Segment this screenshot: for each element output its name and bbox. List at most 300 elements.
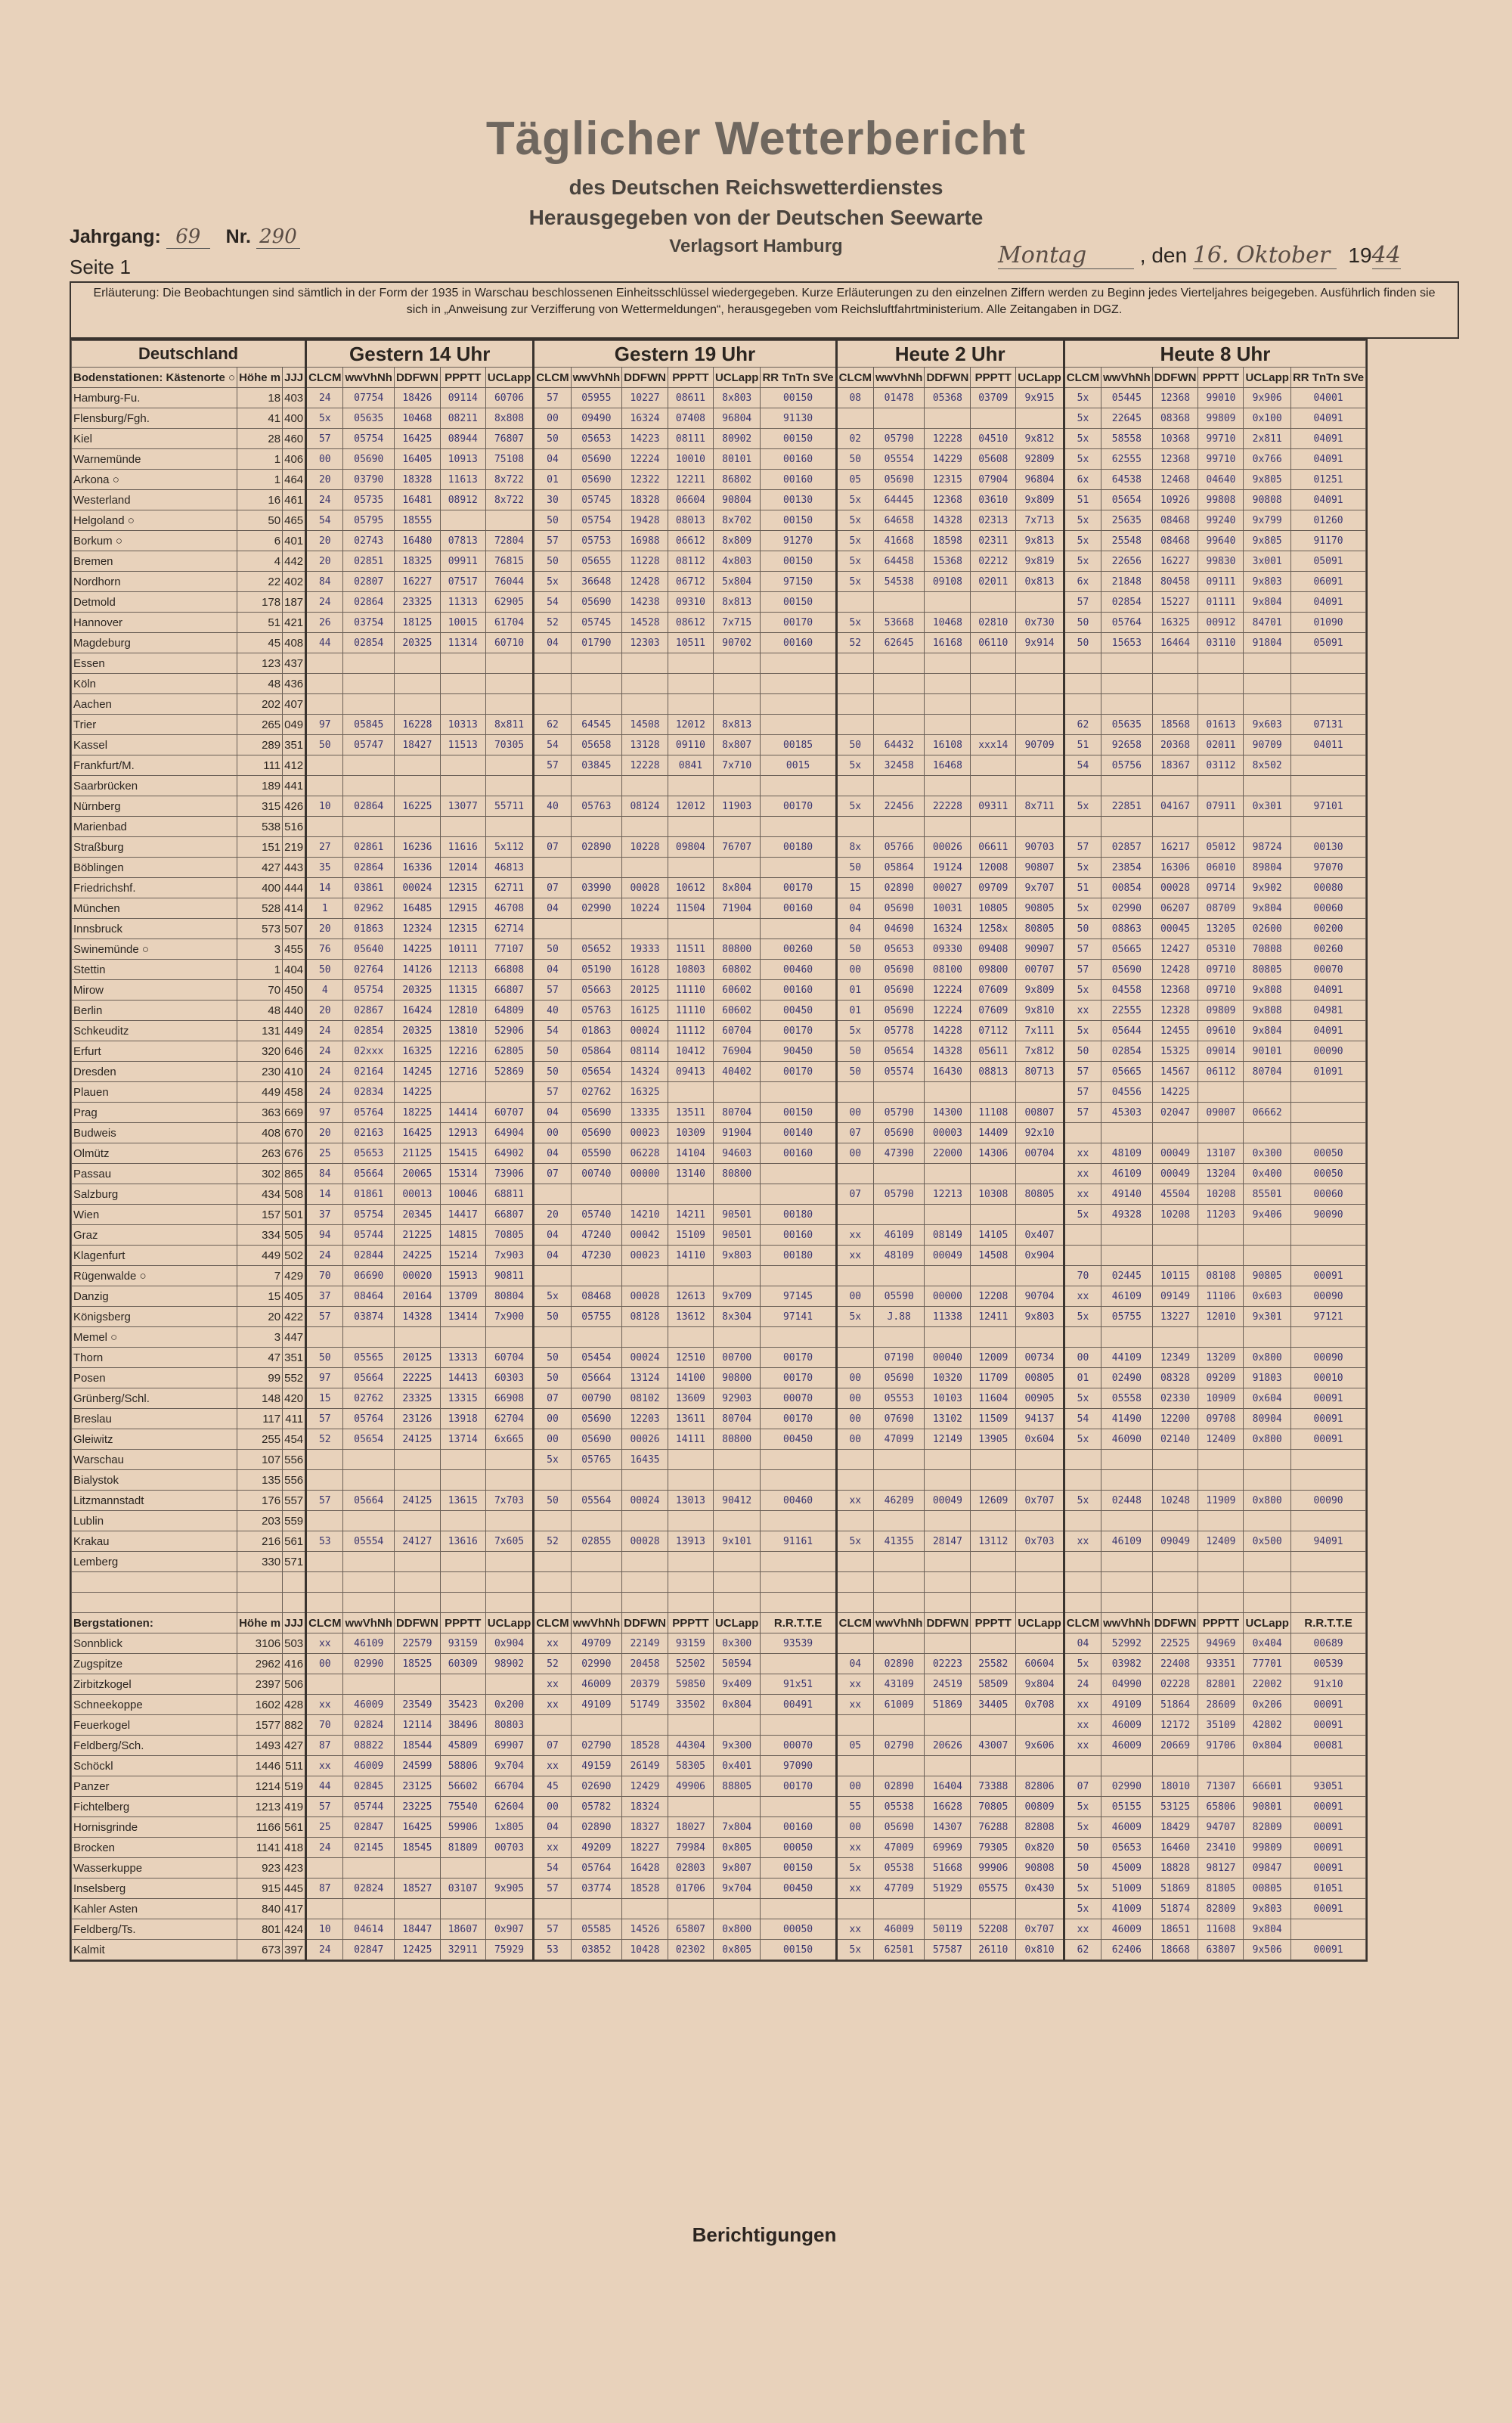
obs-cell	[836, 1450, 873, 1470]
table-row	[72, 1633, 1366, 1654]
obs-cell: 12216	[440, 1041, 485, 1062]
obs-cell: 97141	[761, 1307, 836, 1327]
obs-cell: 24599	[394, 1756, 440, 1776]
obs-cell: 04	[1064, 1633, 1101, 1654]
obs-cell: 12428	[1152, 960, 1198, 980]
obs-cell: 54	[1064, 1409, 1101, 1429]
mountain-col-header-g0-0: CLCM	[306, 1613, 343, 1633]
obs-cell	[925, 674, 971, 694]
obs-cell: 50	[1064, 1041, 1101, 1062]
obs-cell: 47099	[873, 1429, 925, 1450]
observation-grid	[71, 340, 1366, 1960]
obs-cell	[713, 1327, 761, 1348]
col-header-g1-5: RR TnTn SVe	[761, 368, 836, 388]
col-header-g1-3: PPPTT	[668, 368, 713, 388]
obs-cell: 02803	[668, 1858, 713, 1879]
station-code: 443	[283, 858, 306, 878]
mountain-jjj-col-header: JJJ	[283, 1613, 306, 1633]
obs-cell	[873, 1899, 925, 1919]
obs-cell: 05654	[1101, 490, 1153, 510]
obs-cell: 60303	[485, 1368, 534, 1388]
obs-cell: 80902	[713, 429, 761, 449]
obs-cell: 99710	[1198, 449, 1244, 470]
obs-cell: 5x	[836, 613, 873, 633]
obs-cell: 24	[306, 1062, 343, 1082]
obs-cell: 10	[306, 1919, 343, 1940]
obs-cell: 13077	[440, 796, 485, 817]
obs-cell	[306, 674, 343, 694]
obs-cell	[440, 1470, 485, 1491]
obs-cell: 00028	[622, 1531, 668, 1552]
obs-cell: 5x	[836, 1858, 873, 1879]
obs-cell: 01	[534, 470, 571, 490]
obs-cell: 12409	[1198, 1531, 1244, 1552]
station-name: Brocken	[72, 1838, 237, 1858]
blank-cell	[668, 1572, 713, 1593]
obs-cell	[1244, 1470, 1291, 1491]
obs-cell	[836, 1082, 873, 1103]
obs-cell: 02890	[873, 1654, 925, 1674]
obs-cell: 04091	[1290, 490, 1365, 510]
obs-cell	[534, 858, 571, 878]
station-name: Rügenwalde ○	[72, 1266, 237, 1286]
obs-cell: 10612	[668, 878, 713, 898]
obs-cell: 05654	[873, 1041, 925, 1062]
obs-cell: 02851	[343, 551, 395, 572]
obs-cell: 05590	[571, 1143, 622, 1164]
obs-cell: 05575	[971, 1879, 1016, 1899]
obs-cell: 22851	[1101, 796, 1153, 817]
obs-cell: 20379	[622, 1674, 668, 1695]
obs-cell: 47009	[873, 1838, 925, 1858]
table-row	[72, 1899, 1366, 1919]
obs-cell: 04	[836, 1654, 873, 1674]
obs-cell: 9x805	[1244, 470, 1291, 490]
obs-cell: 8x811	[485, 715, 534, 735]
station-code: 503	[283, 1633, 306, 1654]
obs-cell: 16227	[1152, 551, 1198, 572]
obs-cell: 05690	[571, 1123, 622, 1143]
obs-cell: 64538	[1101, 470, 1153, 490]
station-height: 176	[237, 1491, 283, 1511]
station-height: 47	[237, 1348, 283, 1368]
station-name: Budweis	[72, 1123, 237, 1143]
obs-cell: 03709	[971, 388, 1016, 408]
obs-cell: 07	[534, 1736, 571, 1756]
obs-cell: 14238	[622, 592, 668, 613]
obs-cell	[343, 755, 395, 776]
obs-cell	[534, 1552, 571, 1572]
obs-cell: 47240	[571, 1225, 622, 1246]
obs-cell: 00734	[1016, 1348, 1064, 1368]
obs-cell: xxx14	[971, 735, 1016, 755]
obs-cell: 02762	[343, 1388, 395, 1409]
obs-cell: 12425	[394, 1940, 440, 1960]
obs-cell	[1198, 817, 1244, 837]
obs-cell: 51668	[925, 1858, 971, 1879]
obs-cell	[836, 776, 873, 796]
table-row	[72, 1695, 1366, 1715]
obs-cell	[761, 1654, 836, 1674]
obs-cell: 00091	[1290, 1388, 1365, 1409]
obs-cell: 35	[306, 858, 343, 878]
obs-cell: 45504	[1152, 1184, 1198, 1205]
blank-cell	[713, 1572, 761, 1593]
station-name: Berlin	[72, 1001, 237, 1021]
obs-cell: 16325	[394, 1041, 440, 1062]
obs-cell: 45009	[1101, 1858, 1153, 1879]
obs-cell	[713, 1470, 761, 1491]
obs-cell: 22579	[394, 1633, 440, 1654]
station-code: 412	[283, 755, 306, 776]
obs-cell	[440, 674, 485, 694]
obs-cell: 13612	[668, 1307, 713, 1327]
obs-cell	[394, 1674, 440, 1695]
station-height: 289	[237, 735, 283, 755]
obs-cell: 02163	[343, 1123, 395, 1143]
obs-cell: 59906	[440, 1817, 485, 1838]
station-code: 505	[283, 1225, 306, 1246]
weekday-value: Montag	[998, 242, 1134, 269]
obs-cell: 60602	[713, 1001, 761, 1021]
obs-cell	[394, 1450, 440, 1470]
obs-cell: 02834	[343, 1082, 395, 1103]
year-prefix: 19	[1348, 244, 1372, 267]
obs-cell: 9x807	[713, 1858, 761, 1879]
obs-cell: 07	[534, 1388, 571, 1409]
station-height: 408	[237, 1123, 283, 1143]
station-code: 669	[283, 1103, 306, 1123]
station-height: 7	[237, 1266, 283, 1286]
mountain-col-header-g0-4: UCLapp	[485, 1613, 534, 1633]
obs-cell: 64458	[873, 551, 925, 572]
obs-cell: 9x704	[713, 1879, 761, 1899]
station-name: Stettin	[72, 960, 237, 980]
obs-cell: 02164	[343, 1062, 395, 1082]
obs-cell: 02764	[343, 960, 395, 980]
obs-cell	[1290, 1246, 1365, 1266]
obs-cell: 00091	[1290, 1266, 1365, 1286]
obs-cell: 94603	[713, 1143, 761, 1164]
obs-cell	[622, 1552, 668, 1572]
obs-cell: 7x703	[485, 1491, 534, 1511]
obs-cell	[668, 776, 713, 796]
obs-cell: 50	[534, 1041, 571, 1062]
obs-cell: 0x407	[1016, 1225, 1064, 1246]
obs-cell: 07813	[440, 531, 485, 551]
station-code: 219	[283, 837, 306, 858]
obs-cell	[1290, 1327, 1365, 1348]
table-row	[72, 613, 1366, 633]
obs-cell	[873, 1756, 925, 1776]
col-header-g0-1: wwVhNh	[343, 368, 395, 388]
obs-cell: 08111	[668, 429, 713, 449]
obs-cell: 10803	[668, 960, 713, 980]
obs-cell	[485, 755, 534, 776]
obs-cell: 46109	[343, 1633, 395, 1654]
table-row	[72, 1838, 1366, 1858]
obs-cell: 05	[836, 1736, 873, 1756]
obs-cell: 00070	[1290, 960, 1365, 980]
obs-cell: 23325	[394, 1388, 440, 1409]
year-value: 44	[1371, 242, 1401, 268]
col-header-g2-1: wwVhNh	[873, 368, 925, 388]
station-height: 1214	[237, 1776, 283, 1797]
obs-cell	[622, 1470, 668, 1491]
station-height: 573	[237, 919, 283, 939]
obs-cell: 5x	[1064, 408, 1101, 429]
obs-cell	[713, 776, 761, 796]
obs-cell	[622, 776, 668, 796]
obs-cell	[534, 1184, 571, 1205]
obs-cell: 16988	[622, 531, 668, 551]
obs-cell: 20	[306, 531, 343, 551]
station-name: Warschau	[72, 1450, 237, 1470]
obs-cell: 51	[1064, 490, 1101, 510]
obs-cell: 24	[306, 388, 343, 408]
obs-cell	[971, 1715, 1016, 1736]
obs-cell	[1152, 1552, 1198, 1572]
obs-cell	[534, 1511, 571, 1531]
obs-cell	[485, 1450, 534, 1470]
obs-cell: 01	[836, 980, 873, 1001]
obs-cell	[925, 817, 971, 837]
obs-cell	[1064, 1552, 1101, 1572]
obs-cell	[1101, 1470, 1153, 1491]
obs-cell: 18227	[622, 1838, 668, 1858]
obs-cell: 00	[534, 1409, 571, 1429]
obs-cell	[836, 674, 873, 694]
obs-cell: 14414	[440, 1103, 485, 1123]
obs-cell	[873, 817, 925, 837]
obs-cell: 09710	[1198, 980, 1244, 1001]
obs-cell: 00805	[1244, 1879, 1291, 1899]
obs-cell	[925, 1266, 971, 1286]
obs-cell: 20325	[394, 633, 440, 653]
obs-cell: 97070	[1290, 858, 1365, 878]
obs-cell: 48109	[873, 1246, 925, 1266]
col-header-g2-2: DDFWN	[925, 368, 971, 388]
obs-cell: 14567	[1152, 1062, 1198, 1082]
table-row	[72, 1552, 1366, 1572]
obs-cell: 09809	[1198, 1001, 1244, 1021]
obs-cell	[1290, 755, 1365, 776]
obs-cell: 52869	[485, 1062, 534, 1082]
station-name: Schöckl	[72, 1756, 237, 1776]
obs-cell	[668, 694, 713, 715]
obs-cell: 60309	[440, 1654, 485, 1674]
obs-cell: 08611	[668, 388, 713, 408]
obs-cell: 14225	[394, 939, 440, 960]
obs-cell: 5x	[836, 572, 873, 592]
obs-cell: 64545	[571, 715, 622, 735]
obs-cell	[485, 674, 534, 694]
blank-cell	[761, 1593, 836, 1613]
obs-cell	[1198, 1756, 1244, 1776]
obs-cell: 64658	[873, 510, 925, 531]
obs-cell: 62	[1064, 715, 1101, 735]
obs-cell: 05635	[1101, 715, 1153, 735]
obs-cell: 9x813	[1016, 531, 1064, 551]
obs-cell: 51	[1064, 735, 1101, 755]
obs-cell: 14300	[925, 1103, 971, 1123]
obs-cell: 0x401	[713, 1756, 761, 1776]
obs-cell: 50	[306, 735, 343, 755]
obs-cell: 16464	[1152, 633, 1198, 653]
obs-cell: 00790	[571, 1388, 622, 1409]
table-row	[72, 531, 1366, 551]
obs-cell	[971, 817, 1016, 837]
obs-cell: 16228	[394, 715, 440, 735]
obs-cell	[1198, 1470, 1244, 1491]
obs-cell: 12224	[925, 1001, 971, 1021]
obs-cell: 12510	[668, 1348, 713, 1368]
obs-cell: 24	[306, 490, 343, 510]
obs-cell	[873, 715, 925, 735]
obs-cell: 00180	[761, 1246, 836, 1266]
obs-cell: 13315	[440, 1388, 485, 1409]
station-code: 865	[283, 1164, 306, 1184]
station-height: 255	[237, 1429, 283, 1450]
obs-cell: 00150	[761, 388, 836, 408]
obs-cell: 07	[534, 837, 571, 858]
obs-cell: 00013	[394, 1184, 440, 1205]
obs-cell: 50	[1064, 919, 1101, 939]
station-code: 552	[283, 1368, 306, 1388]
obs-cell: 50119	[925, 1919, 971, 1940]
station-name: Kassel	[72, 735, 237, 755]
explanation-box: Erläuterung: Die Beobachtungen sind sämtlich in der Form der 1935 in Warschau beschlossenen Einheitsschlüssel wiedergegeben. Kurze Erläuterungen zu den einzelnen Ziffern werden zu Beginn jedes Vierteljahres beigegeben. Ausführlich finden sie sich in „Anweisung zur Verzifferung von Wettermeldungen“, herausgegeben vom Reichsluftfahrtministerium. Alle Zeitangaben in DGZ.	[70, 281, 1459, 339]
blank-cell	[1290, 1572, 1365, 1593]
obs-cell: 57	[534, 980, 571, 1001]
obs-cell: 90709	[1244, 735, 1291, 755]
station-height: 1166	[237, 1817, 283, 1838]
obs-cell: 09007	[1198, 1103, 1244, 1123]
obs-cell: xx	[534, 1674, 571, 1695]
obs-cell: 10468	[925, 613, 971, 633]
obs-cell: 9x808	[1244, 1001, 1291, 1021]
obs-cell	[925, 1715, 971, 1736]
table-row	[72, 1123, 1366, 1143]
station-name: Panzer	[72, 1776, 237, 1797]
obs-cell: 12716	[440, 1062, 485, 1082]
obs-cell	[713, 694, 761, 715]
obs-cell: 05564	[571, 1491, 622, 1511]
obs-cell: 25635	[1101, 510, 1153, 531]
obs-cell: 04091	[1290, 408, 1365, 429]
obs-cell: 64902	[485, 1143, 534, 1164]
obs-cell: 02864	[343, 796, 395, 817]
blank-row	[72, 1572, 1366, 1593]
obs-cell: 24	[306, 1041, 343, 1062]
obs-cell	[1290, 1919, 1365, 1940]
blank-cell	[343, 1572, 395, 1593]
station-code: 501	[283, 1205, 306, 1225]
obs-cell: 12349	[1152, 1348, 1198, 1368]
mountain-col-header-g3-2: DDFWN	[1152, 1613, 1198, 1633]
obs-cell: 00160	[761, 449, 836, 470]
obs-cell	[1064, 1511, 1101, 1531]
obs-cell: 00	[1064, 1348, 1101, 1368]
mountain-col-header-g1-4: UCLapp	[713, 1613, 761, 1633]
obs-cell: 16481	[394, 490, 440, 510]
obs-cell: 5x	[1064, 1388, 1101, 1409]
obs-cell: 02xxx	[343, 1041, 395, 1062]
obs-cell: 08124	[622, 796, 668, 817]
obs-cell: 24	[306, 1838, 343, 1858]
obs-cell: 9x799	[1244, 510, 1291, 531]
obs-cell	[1152, 1123, 1198, 1143]
station-height: 1577	[237, 1715, 283, 1736]
obs-cell: 00	[836, 1776, 873, 1797]
obs-cell: 04091	[1290, 980, 1365, 1001]
obs-cell: 00707	[1016, 960, 1064, 980]
obs-cell: 12303	[622, 633, 668, 653]
obs-cell: 05864	[873, 858, 925, 878]
obs-cell: 14417	[440, 1205, 485, 1225]
obs-cell: 02047	[1152, 1103, 1198, 1123]
obs-cell: 21225	[394, 1225, 440, 1246]
obs-cell: 54	[534, 592, 571, 613]
station-height: 48	[237, 674, 283, 694]
obs-cell: 90907	[1016, 939, 1064, 960]
station-height: 263	[237, 1143, 283, 1164]
blank-cell	[1016, 1572, 1064, 1593]
obs-cell: 9x808	[1244, 980, 1291, 1001]
obs-cell: 14328	[925, 510, 971, 531]
obs-cell: 18429	[1152, 1817, 1198, 1838]
blank-cell	[306, 1593, 343, 1613]
obs-cell: 20368	[1152, 735, 1198, 755]
table-row	[72, 1736, 1366, 1756]
obs-cell: 16108	[925, 735, 971, 755]
obs-cell	[534, 1715, 571, 1736]
obs-cell: xx	[534, 1756, 571, 1776]
obs-cell: 09114	[440, 388, 485, 408]
obs-cell: 16425	[394, 1817, 440, 1838]
obs-cell: 10228	[622, 837, 668, 858]
obs-cell: 05764	[343, 1103, 395, 1123]
obs-cell: 69969	[925, 1838, 971, 1858]
obs-cell	[1064, 1450, 1101, 1470]
obs-cell: 81805	[1198, 1879, 1244, 1899]
table-row	[72, 1858, 1366, 1879]
obs-cell: 09710	[1198, 960, 1244, 980]
obs-cell: 10308	[971, 1184, 1016, 1205]
station-height: 41	[237, 408, 283, 429]
obs-cell: 73388	[971, 1776, 1016, 1797]
obs-cell: 09610	[1198, 1021, 1244, 1041]
obs-cell: 9x906	[1244, 388, 1291, 408]
obs-cell: 20125	[622, 980, 668, 1001]
obs-cell: 04	[534, 1143, 571, 1164]
station-name: Sonnblick	[72, 1633, 237, 1654]
obs-cell: 58806	[440, 1756, 485, 1776]
obs-cell	[1016, 715, 1064, 735]
table-row	[72, 878, 1366, 898]
obs-cell: 7x804	[713, 1817, 761, 1838]
station-code: 403	[283, 388, 306, 408]
obs-cell: 11709	[971, 1368, 1016, 1388]
obs-cell: 45	[534, 1776, 571, 1797]
obs-cell	[1101, 776, 1153, 796]
obs-cell: 03110	[1198, 633, 1244, 653]
obs-cell: 99906	[971, 1858, 1016, 1879]
station-height: 400	[237, 878, 283, 898]
obs-cell: 60706	[485, 388, 534, 408]
obs-cell: 11604	[971, 1388, 1016, 1409]
obs-cell: 94969	[1198, 1633, 1244, 1654]
